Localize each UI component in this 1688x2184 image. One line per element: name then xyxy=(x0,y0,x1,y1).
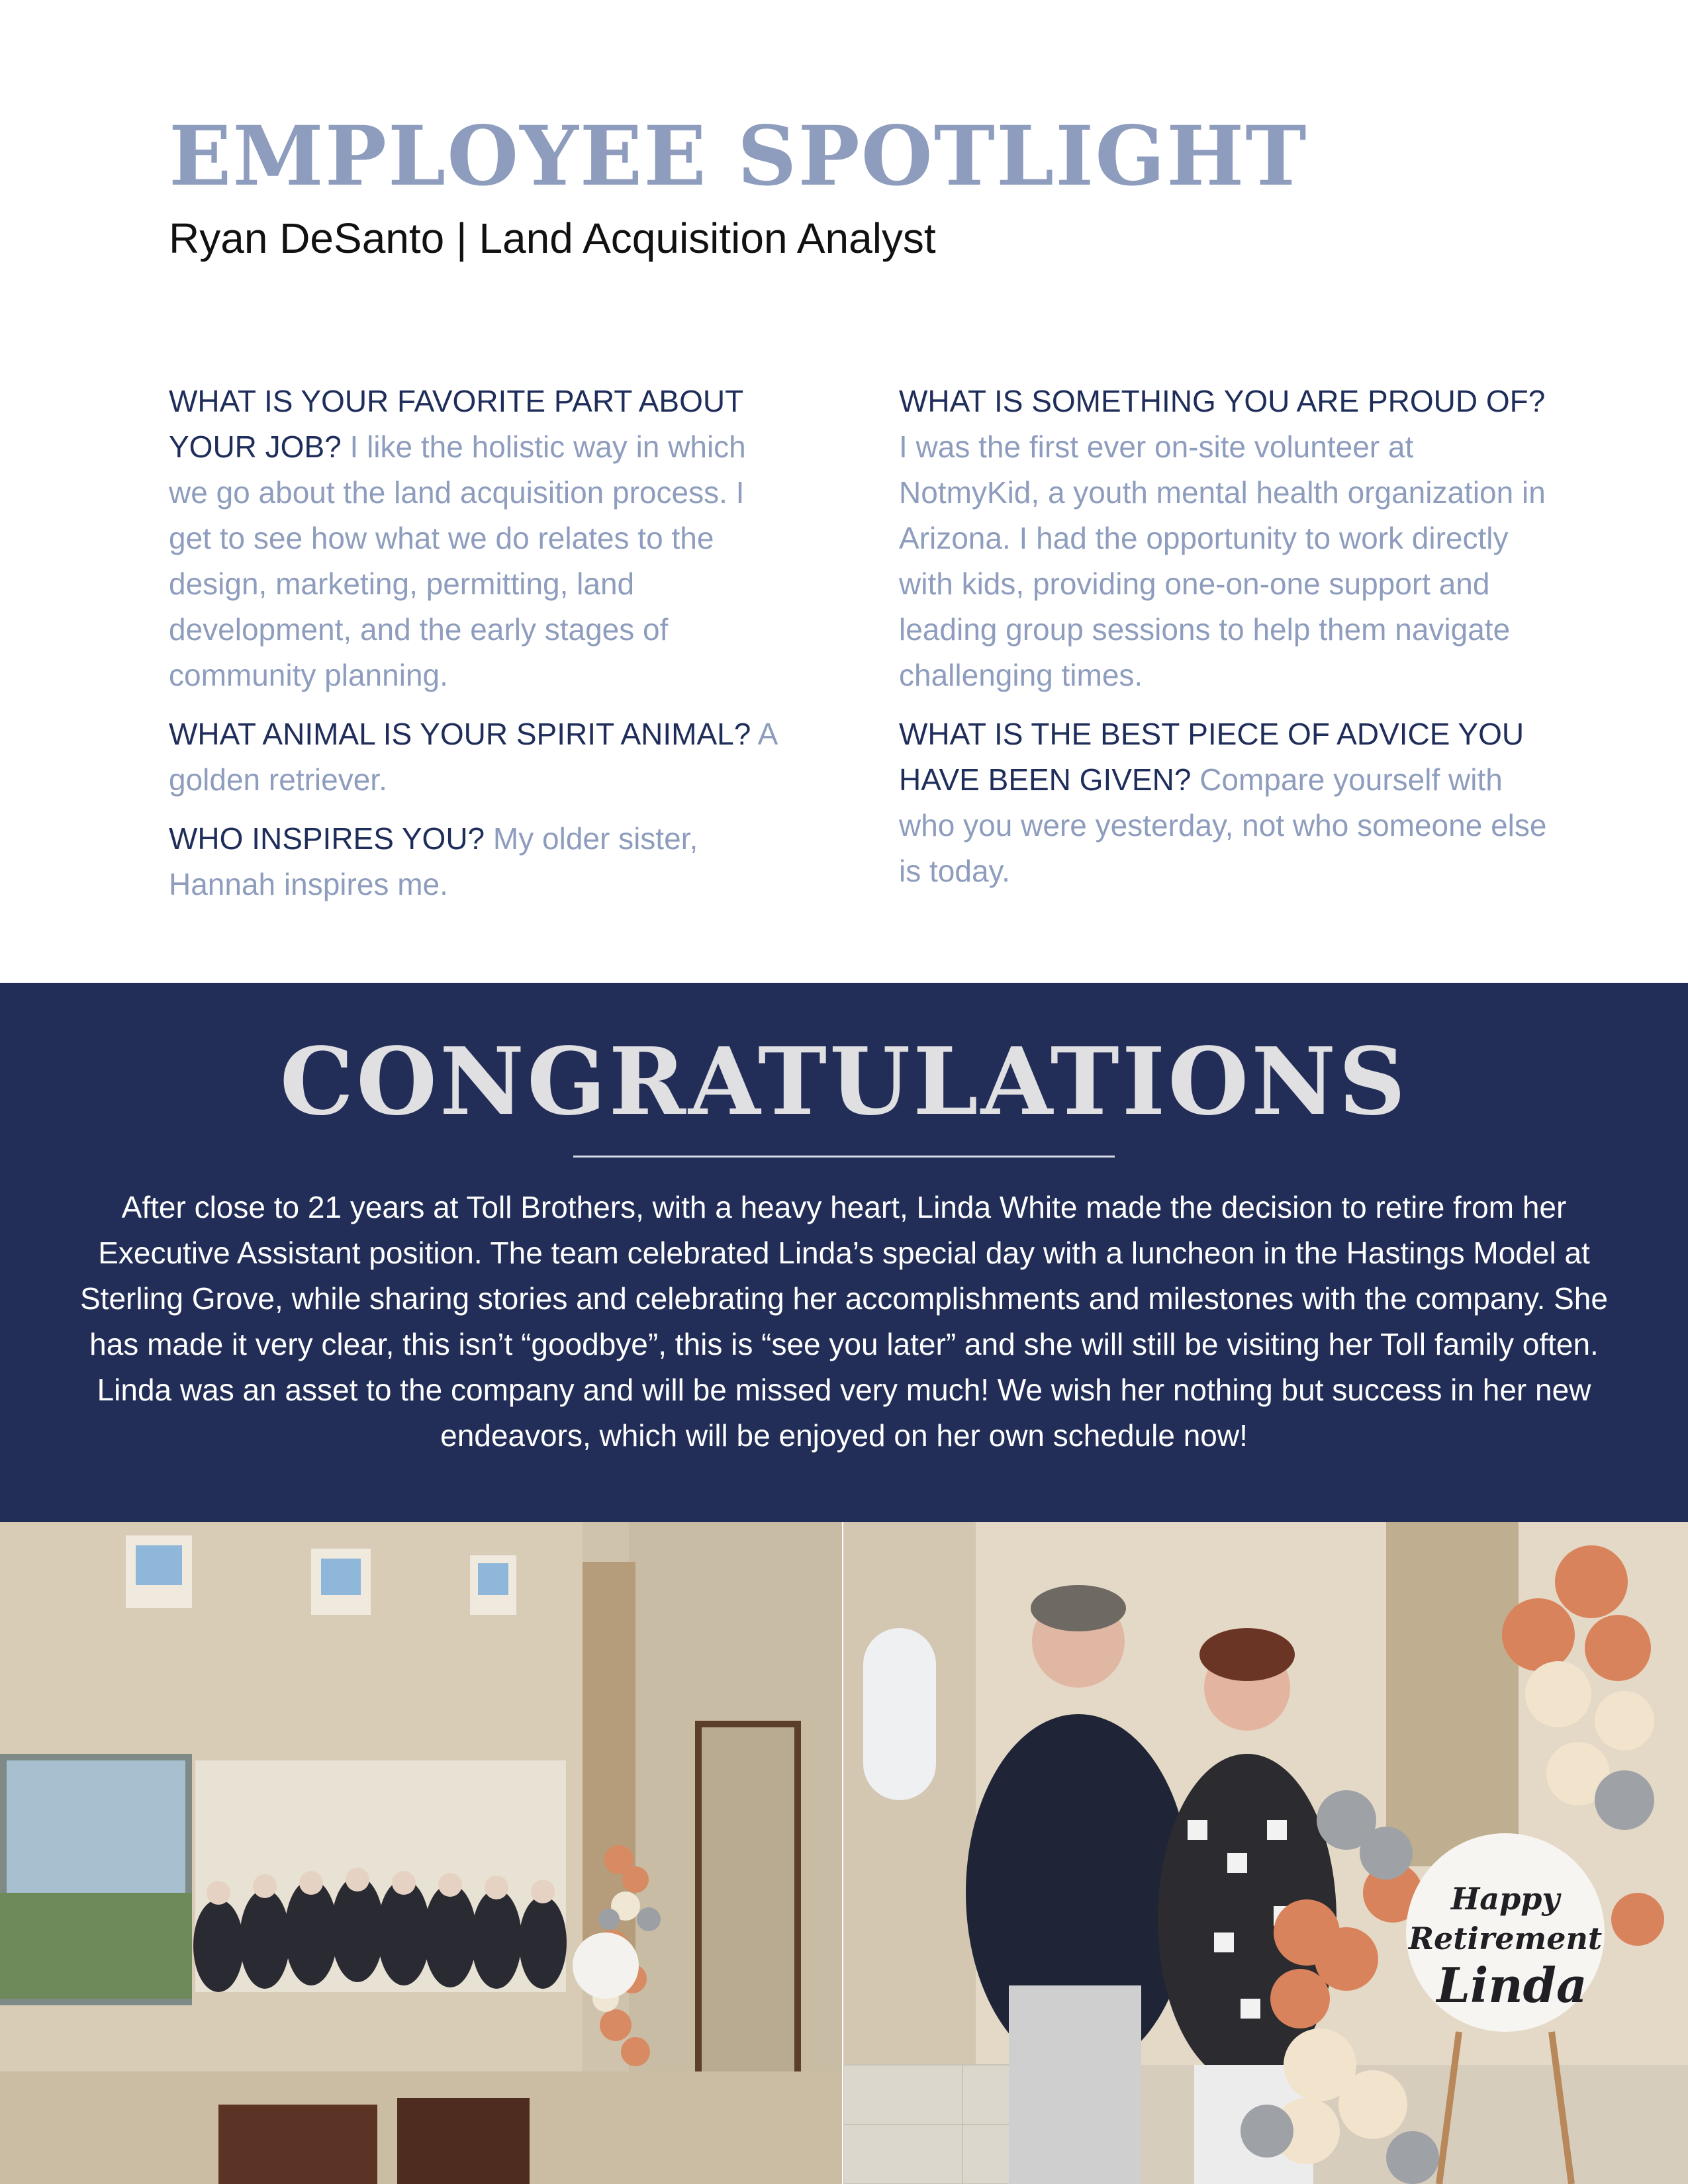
question: WHAT IS YOUR FAVORITE PART ABOUT YOUR JOB? xyxy=(169,384,743,464)
qa-column-left xyxy=(169,379,784,921)
congrats-divider xyxy=(573,1156,1115,1158)
answer: I was the first ever on-site volunteer at NotmyKid, a youth mental health organization in Arizona. I had the opportunity to work directly with kids, providing one-on-one support and leading group sessions to help them navigate challenging times. xyxy=(899,430,1546,692)
question: WHO INSPIRES YOU? xyxy=(169,821,485,856)
congrats-body: After close to 21 years at Toll Brothers, with a heavy heart, Linda White made the decision to retire from her Executive Assistant position. The team celebrated Linda’s special day with a luncheon in the Hastings Model at Sterling Grove, while sharing stories and celebrating her accomplishments and milestones with the company. She has made it very clear, this isn’t “goodbye”, this is “see you later” and she will still be visiting her Toll family often. Linda was an asset to the company and will be missed very much! We wish her nothing but success in her new endeavors, which will be enjoyed on her own schedule now! xyxy=(80,1190,1608,1453)
answer: Compare yourself with who you were yesterday, not who someone else is today. xyxy=(899,762,1547,888)
question: WHAT IS THE BEST PIECE OF ADVICE YOU HAVE BEEN GIVEN? xyxy=(899,717,1524,797)
answer: I like the holistic way in which we go about the land acquisition process. I get to see how what we do relates to the design, marketing, permitting, land development, and the early stages of community planning. xyxy=(169,430,746,692)
spotlight-subtitle: Ryan DeSanto | Land Acquisition Analyst xyxy=(169,214,936,262)
answer: My older sister, Hannah inspires me. xyxy=(169,821,698,901)
qa-item xyxy=(169,379,784,698)
congrats-title: CONGRATULATIONS xyxy=(279,1028,1409,1136)
qa-item xyxy=(899,711,1561,894)
answer: A golden retriever. xyxy=(169,717,776,797)
photo-linda-retirement xyxy=(843,1522,1688,2184)
qa-column-right xyxy=(899,379,1561,907)
question: WHAT IS SOMETHING YOU ARE PROUD OF? xyxy=(899,384,1546,418)
qa-item xyxy=(169,816,784,907)
qa-item xyxy=(899,379,1561,698)
photo-group-celebration xyxy=(0,1522,843,2184)
sign-text-happy: Happy xyxy=(1450,1881,1560,1917)
sign-text-linda: Linda xyxy=(1436,1957,1587,2013)
qa-item xyxy=(169,711,784,803)
spotlight-title: EMPLOYEE SPOTLIGHT xyxy=(169,109,1308,205)
question: WHAT ANIMAL IS YOUR SPIRIT ANIMAL? xyxy=(169,717,751,751)
sign-text-retirement: Retirement xyxy=(1408,1921,1603,1956)
